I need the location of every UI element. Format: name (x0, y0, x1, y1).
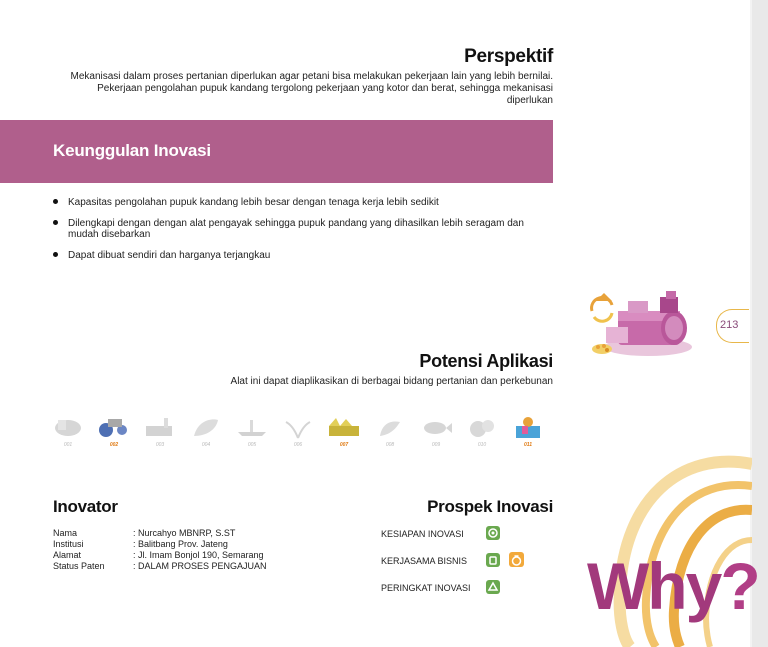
icon-number: 007 (339, 442, 349, 448)
icon-number: 004 (201, 442, 211, 448)
list-item-text: Dilengkapi dengan dengan alat pengayak sehingga pupuk pandang yang dihasilkan lebih seragam dan mudah disebarkan (68, 218, 524, 240)
perspektif-text: Mekanisasi dalam proses pertanian diperlukan agar petani bisa melakukan pekerjaan lain yang lebih bernilai. Pekerjaan pengolahan pupuk kandang tergolong pekerjaan yang kotor dan berat, sehingga mekanisasi diperlukan (70, 71, 553, 106)
prospek-title: Prospek Inovasi (427, 497, 553, 516)
inovator-value: : DALAM PROSES PENGAJUAN (133, 561, 267, 571)
icon-number: 010 (477, 442, 487, 448)
page-number: 213 (720, 319, 739, 331)
readiness-badge-icon (486, 526, 500, 540)
keunggulan-list (52, 197, 554, 271)
prospek-label: KERJASAMA BISNIS (381, 556, 468, 566)
field-icon (326, 414, 362, 454)
list-item (52, 250, 554, 261)
perspektif-title: Perspektif (464, 46, 553, 67)
icon-number: 001 (63, 442, 73, 448)
inovator-value: : Nurcahyo MBNRP, S.ST (133, 528, 236, 538)
inovator-key: Nama (53, 528, 78, 538)
icon-number: 006 (293, 442, 303, 448)
application-icons (50, 414, 560, 454)
inovator-key: Alamat (53, 550, 82, 560)
list-item (52, 218, 554, 240)
prospek-label: KESIAPAN INOVASI (381, 529, 464, 539)
prospek-peringkat (381, 583, 471, 593)
ranking-badge-icon (486, 580, 500, 594)
inovator-title: Inovator (53, 497, 118, 516)
money-bag-orange-icon (509, 552, 524, 567)
inovator-value: : Balitbang Prov. Jateng (133, 539, 228, 549)
inovator-value: : Jl. Imam Bonjol 190, Semarang (133, 550, 264, 560)
icon-number: 002 (109, 442, 119, 448)
icon-number: 003 (155, 442, 165, 448)
hand-icon (372, 414, 408, 454)
potensi-text: Alat ini dapat diaplikasikan di berbagai bidang pertanian dan perkebunan (230, 376, 553, 387)
icon-number: 009 (431, 442, 441, 448)
list-item (52, 197, 554, 208)
inovator-key: Institusi (53, 539, 84, 549)
factory-icon (142, 414, 178, 454)
why-question-mark: ? (720, 549, 759, 623)
prospek-kesiapan (381, 529, 464, 539)
bullet-icon (53, 252, 58, 257)
leaf-icon (188, 414, 224, 454)
bullet-icon (53, 220, 58, 225)
why-word: Why (587, 549, 721, 623)
keunggulan-title: Keunggulan Inovasi (53, 141, 211, 160)
livestock-icon (50, 414, 86, 454)
gear-cloud-icon (464, 414, 500, 454)
tractor-icon (96, 414, 132, 454)
plant-icon (280, 414, 316, 454)
prospek-kerjasama (381, 556, 467, 566)
compost-machine-illustration (588, 287, 698, 359)
icon-number: 005 (247, 442, 257, 448)
potensi-title: Potensi Aplikasi (419, 351, 553, 371)
page-number-tab (716, 309, 749, 343)
fish-icon (418, 414, 454, 454)
prospek-label: PERINGKAT INOVASI (381, 583, 471, 593)
icon-number: 011 (524, 442, 532, 448)
icon-number: 008 (385, 442, 395, 448)
bullet-icon (53, 199, 58, 204)
ship-icon (234, 414, 270, 454)
money-bag-icon (486, 553, 500, 567)
inovator-key: Status Paten (53, 561, 105, 571)
why-logo (587, 548, 759, 624)
list-item-text: Dapat dibuat sendiri dan harganya terjangkau (68, 250, 271, 261)
list-item-text: Kapasitas pengolahan pupuk kandang lebih besar dengan tenaga kerja lebih sedikit (68, 197, 439, 208)
person-icon (510, 414, 546, 454)
